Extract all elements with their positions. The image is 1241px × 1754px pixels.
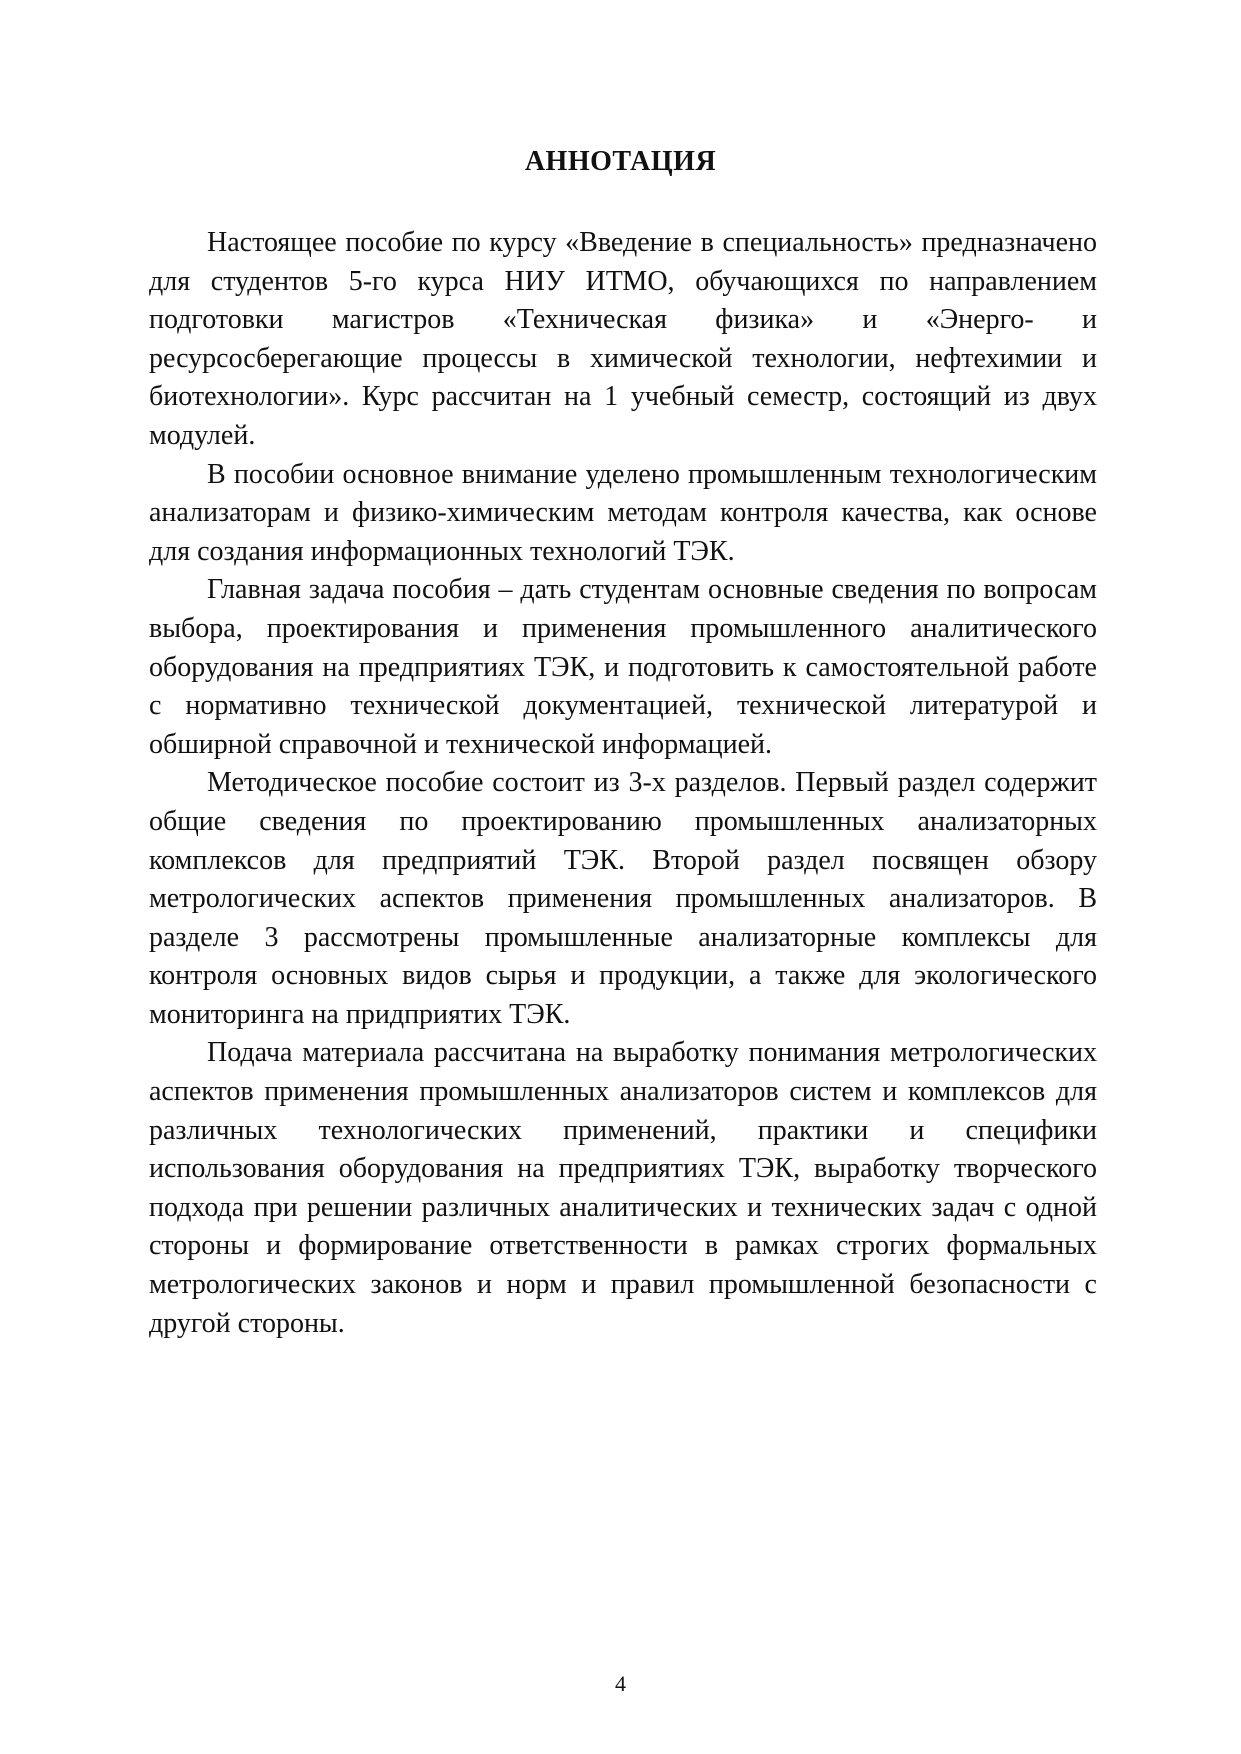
annotation-body <box>149 224 1097 1343</box>
page-title: АННОТАЦИЯ <box>524 146 717 177</box>
paragraph-main-task: Главная задача пособия – дать студентам основные сведения по вопросам выбора, проектирования и применения промышленного аналитического оборудования на предприятиях ТЭК, и подготовить к самостоятельной работе с нормативно технической документацией, технической литературой и обширной справочной и технической информацией. <box>149 574 1097 760</box>
page-number: 4 <box>615 1671 626 1696</box>
paragraph-main-focus: В пособии основное внимание уделено промышленным технологическим анализаторам и физико-химическим методам контроля качества, как основе для создания информационных технологий ТЭК. <box>149 458 1097 567</box>
paragraph-structure: Методическое пособие состоит из 3-х разделов. Первый раздел содержит общие сведения по проектированию промышленных анализаторных комплексов для предприятий ТЭК. Второй раздел посвящен обзору метрологических аспектов применения промышленных анализаторов. В разделе 3 рассмотрены промышленные анализаторные комплексы для контроля основных видов сырья и продукции, а также для экологического мониторинга на придприятих ТЭК. <box>149 767 1097 1030</box>
paragraph-presentation: Подача материала рассчитана на выработку понимания метрологических аспектов применения промышленных анализаторов систем и комплексов для различных технологических применений, практики и специфики использования оборудования на предприятиях ТЭК, выработку творческого подхода при решении различных аналитических и технических задач с одной стороны и формирование ответственности в рамках строгих формальных метрологических законов и норм и правил промышленной безопасности с другой стороны. <box>149 1037 1097 1339</box>
paragraph-course-intro: Настоящее пособие по курсу «Введение в специальность» предназначено для студентов 5-го курса НИУ ИТМО, обучающихся по направлением подготовки магистров «Техническая физика» и «Энерго- и ресурсосберегающие процессы в химической технологии, нефтехимии и биотехнологии». Курс рассчитан на 1 учебный семестр, состоящий из двух модулей. <box>149 227 1097 451</box>
